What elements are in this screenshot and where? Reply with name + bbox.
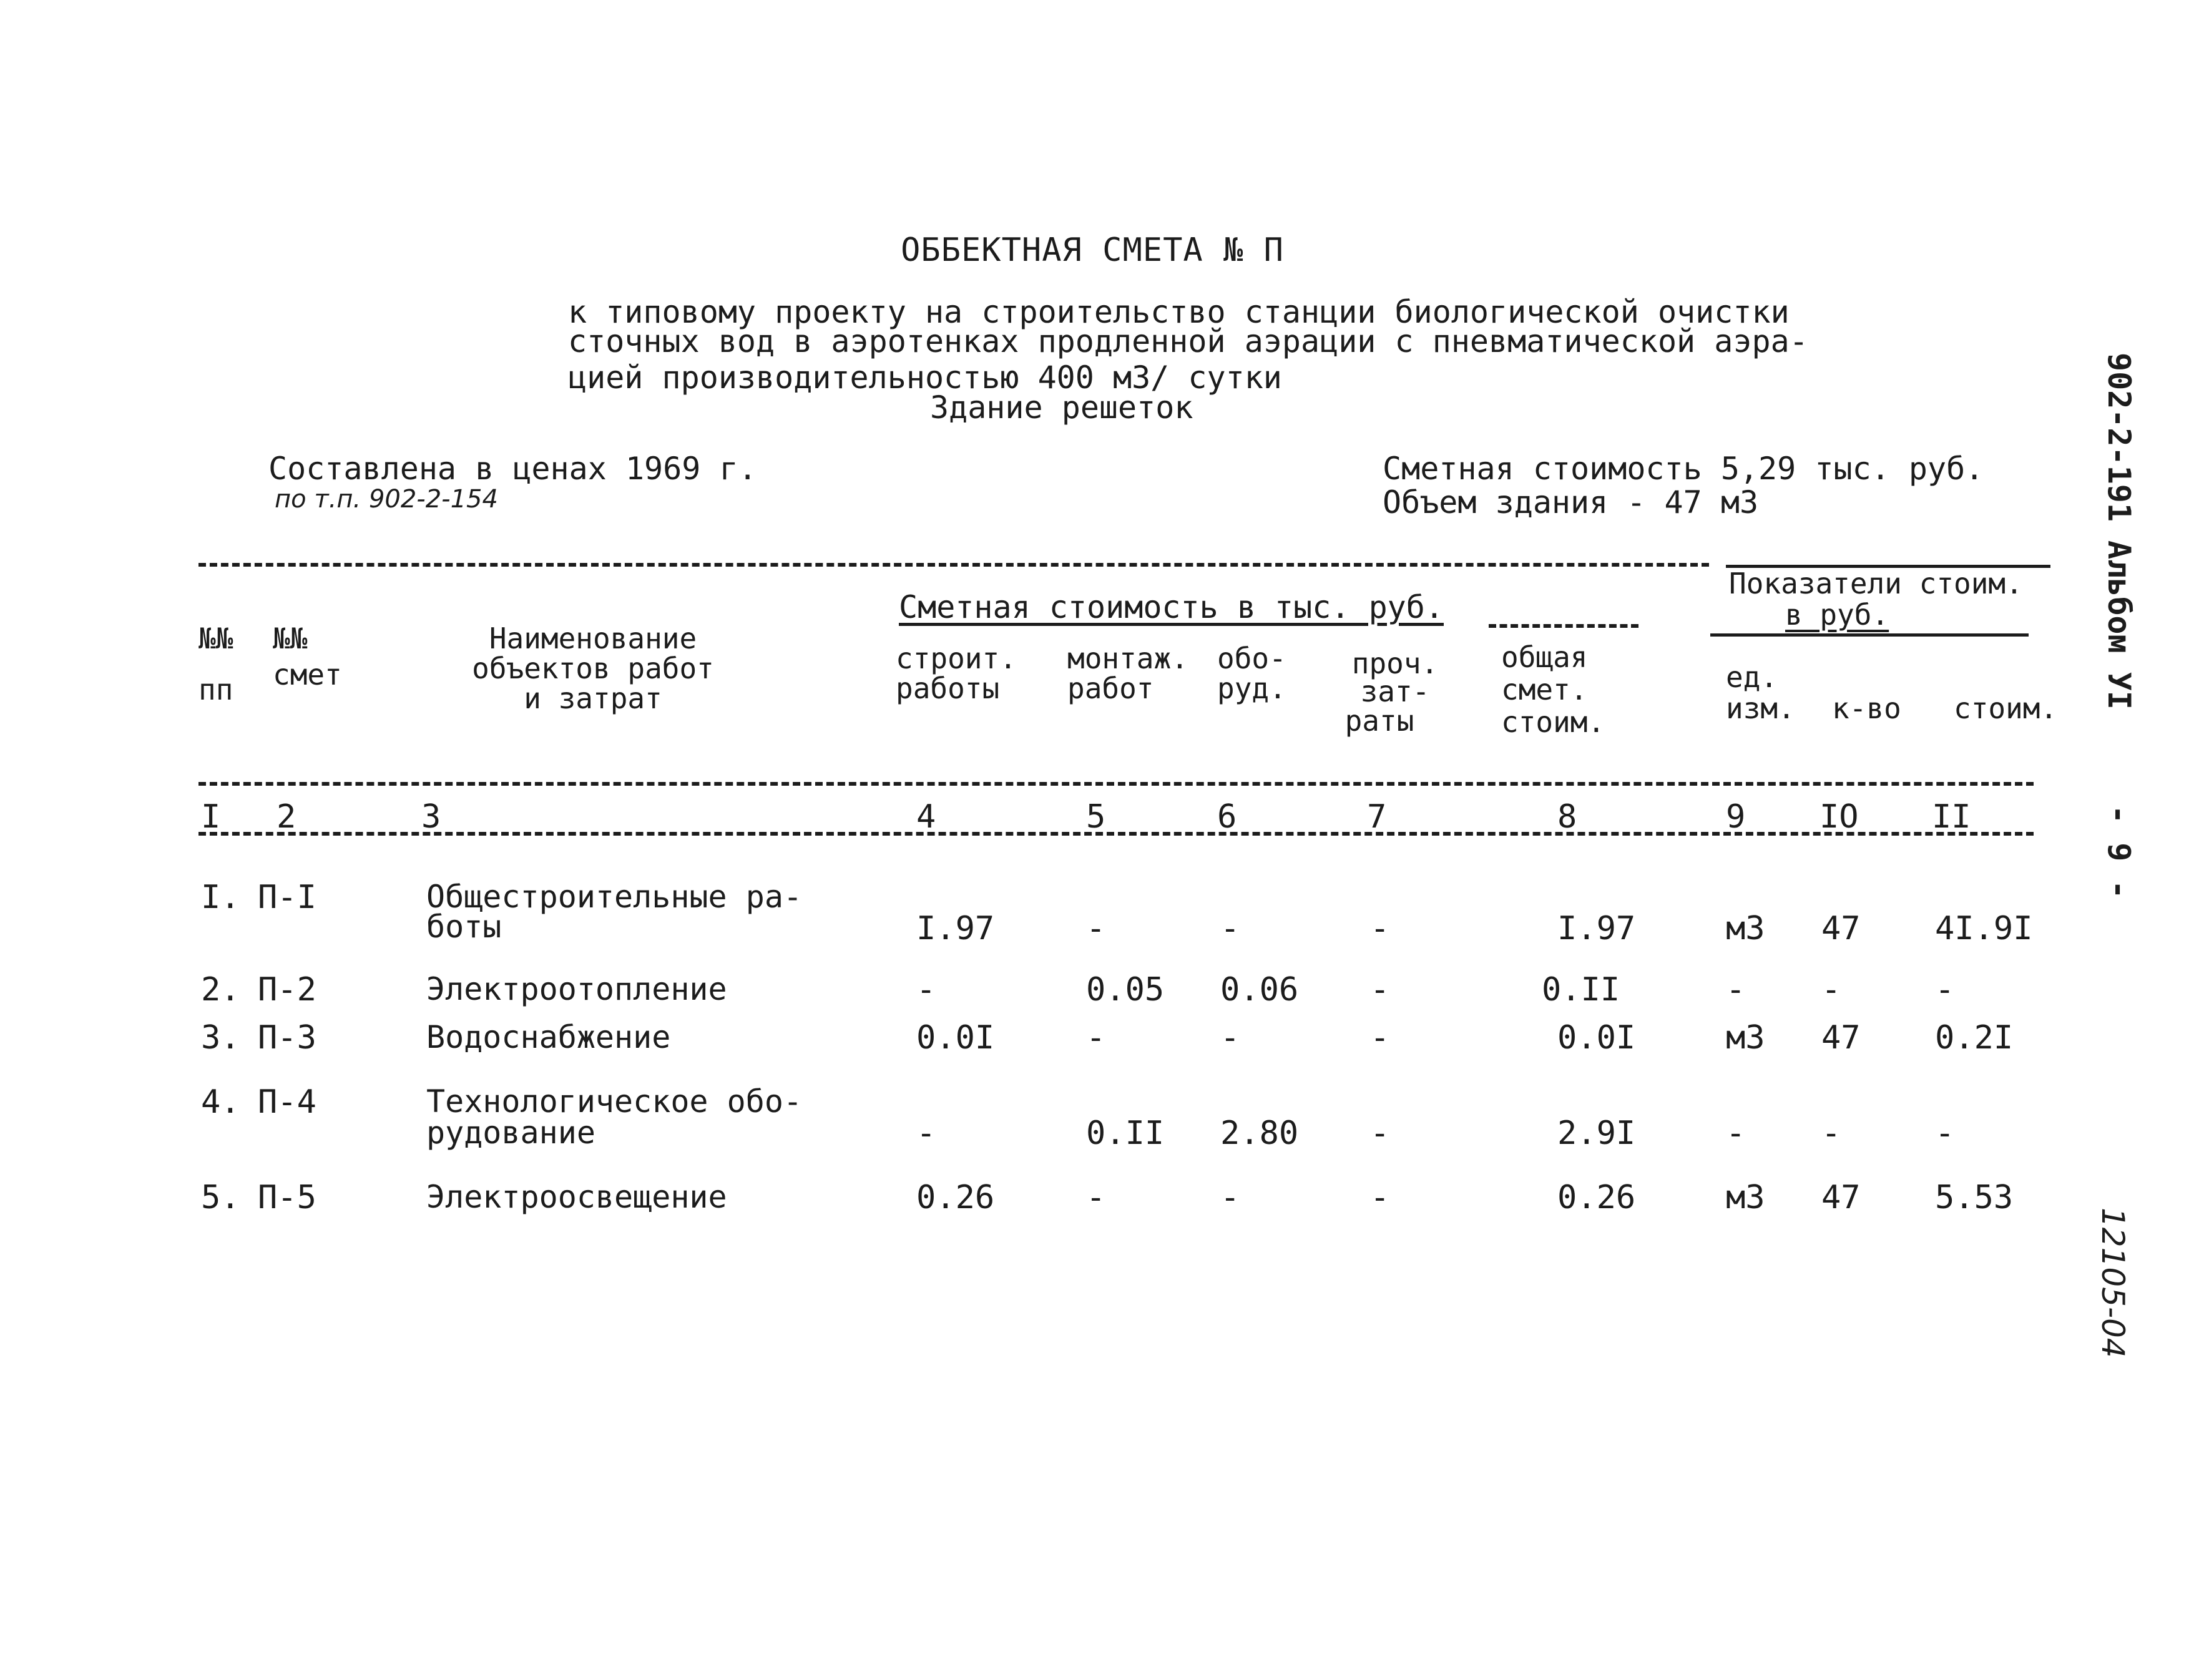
document-title: ОББЕКТНАЯ СМЕТА № П — [901, 232, 1284, 269]
row-other: - — [1370, 1115, 1390, 1152]
row-build: 0.0I — [916, 1019, 995, 1057]
row-unit: м3 — [1726, 1179, 1765, 1216]
colnum-10: IO — [1820, 798, 1859, 836]
row-total: 0.26 — [1557, 1179, 1636, 1216]
header-col7-line3: раты — [1344, 704, 1414, 738]
colnum-8: 8 — [1557, 798, 1577, 836]
row-name-line1: Технологическое обо- — [426, 1083, 803, 1120]
row-number: 2. — [201, 971, 240, 1008]
colnum-9: 9 — [1726, 798, 1746, 836]
header-col5-line1: монтаж. — [1067, 642, 1188, 675]
subtitle-line-1: к типовому проекту на строительство станции биологической очистки — [568, 294, 1790, 330]
header-col9-line1: ед. — [1726, 660, 1778, 694]
row-cost: - — [1935, 971, 1955, 1008]
header-indicators-line2: в руб. — [1785, 598, 1889, 632]
table-top-rule — [198, 563, 1709, 567]
row-smeta: П-2 — [258, 971, 316, 1008]
row-total: 0.0I — [1557, 1019, 1636, 1057]
header-col4-line1: строит. — [896, 642, 1017, 675]
row-qty: - — [1821, 971, 1841, 1008]
row-smeta: П-5 — [258, 1179, 316, 1216]
row-number: 3. — [201, 1019, 240, 1057]
row-mount: - — [1086, 1019, 1106, 1057]
building-name: Здание решеток — [930, 389, 1193, 426]
row-name-line1: Общестроительные ра- — [426, 879, 803, 915]
row-smeta: П-I — [258, 879, 316, 916]
header-bottom-rule — [198, 782, 2034, 786]
row-number: 4. — [201, 1083, 240, 1121]
row-unit: - — [1726, 1115, 1746, 1152]
header-col6-line2: руд. — [1217, 672, 1286, 705]
header-indicators-line1: Показатели стоим. — [1729, 567, 2023, 600]
compiled-basis: по т.п. 902-2-154 — [275, 485, 498, 514]
colnum-1: I — [201, 798, 221, 836]
page-number: - 9 - — [2101, 805, 2137, 899]
row-other: - — [1370, 971, 1390, 1008]
row-smeta: П-4 — [258, 1083, 316, 1121]
column-number-rule — [198, 832, 2034, 836]
row-build: I.97 — [916, 910, 995, 947]
header-col7-line1: проч. — [1351, 647, 1439, 680]
row-name-line1: Электроотопление — [426, 971, 727, 1007]
colnum-3: 3 — [421, 798, 441, 836]
row-equip: - — [1220, 1179, 1240, 1216]
row-other: - — [1370, 910, 1390, 947]
header-col3-line2: объектов работ — [472, 652, 714, 685]
row-equip: 0.06 — [1220, 971, 1299, 1008]
row-mount: - — [1086, 910, 1106, 947]
row-qty: 47 — [1821, 1019, 1861, 1057]
row-smeta: П-3 — [258, 1019, 316, 1057]
row-equip: - — [1220, 1019, 1240, 1057]
row-name-line1: Водоснабжение — [426, 1019, 671, 1055]
row-cost: 5.53 — [1935, 1179, 2014, 1216]
building-volume: Объем здания - 47 м3 — [1383, 484, 1759, 520]
row-qty: - — [1821, 1115, 1841, 1152]
colnum-4: 4 — [916, 798, 936, 836]
header-col2-line2: смет — [273, 658, 342, 691]
header-col9-line2: изм. — [1726, 691, 1795, 725]
header-col6-line1: обо- — [1217, 642, 1286, 675]
colnum-5: 5 — [1086, 798, 1106, 836]
row-qty: 47 — [1821, 910, 1861, 947]
header-cost-group-tail — [1489, 624, 1638, 628]
row-total: 2.9I — [1557, 1115, 1636, 1152]
header-col7-line2: зат- — [1360, 675, 1430, 708]
header-col8-line3: стоим. — [1501, 705, 1605, 739]
colnum-2: 2 — [277, 798, 296, 836]
row-mount: - — [1086, 1179, 1106, 1216]
document-code: 12105-04 — [2095, 1208, 2131, 1358]
row-other: - — [1370, 1179, 1390, 1216]
row-mount: 0.05 — [1086, 971, 1165, 1008]
header-col3-line1: Наименование — [489, 622, 697, 655]
header-col1-line2: пп — [198, 673, 233, 706]
header-col8-line1: общая — [1501, 640, 1588, 674]
row-number: I. — [201, 879, 240, 916]
row-build: - — [916, 971, 936, 1008]
row-total: I.97 — [1557, 910, 1636, 947]
row-unit: - — [1726, 971, 1746, 1008]
colnum-6: 6 — [1217, 798, 1237, 836]
album-reference: 902-2-191 Альбом УI — [2101, 353, 2137, 710]
indicators-bottom-rule — [1710, 633, 2029, 637]
header-col10: к-во — [1832, 691, 1901, 725]
row-total: 0.II — [1542, 971, 1620, 1008]
row-equip: 2.80 — [1220, 1115, 1299, 1152]
subtitle-line-3: цией производительностью 400 м3/ сутки — [568, 359, 1282, 396]
row-mount: 0.II — [1086, 1115, 1165, 1152]
row-cost: 0.2I — [1935, 1019, 2014, 1057]
header-col11: стоим. — [1954, 691, 2058, 725]
row-equip: - — [1220, 910, 1240, 947]
row-cost: 4I.9I — [1935, 910, 2033, 947]
header-col5-line2: работ — [1067, 672, 1154, 705]
compiled-prices: Составлена в ценах 1969 г. — [268, 451, 757, 487]
subtitle-line-2: сточных вод в аэротенках продленной аэрации с пневматической аэра- — [568, 323, 1808, 359]
row-build: 0.26 — [916, 1179, 995, 1216]
row-name-line1: Электроосвещение — [426, 1179, 727, 1215]
header-col3-line3: и затрат — [524, 681, 662, 715]
row-build: - — [916, 1115, 936, 1152]
row-unit: м3 — [1726, 1019, 1765, 1057]
header-col4-line2: работы — [896, 672, 1000, 705]
estimated-cost: Сметная стоимость 5,29 тыс. руб. — [1383, 451, 1984, 487]
row-cost: - — [1935, 1115, 1955, 1152]
row-number: 5. — [201, 1179, 240, 1216]
row-qty: 47 — [1821, 1179, 1861, 1216]
header-col1-line1: №№ — [198, 622, 233, 655]
colnum-11: II — [1932, 798, 1971, 836]
header-cost-group: Сметная стоимость в тыс. руб. — [899, 589, 1444, 625]
header-col8-line2: смет. — [1501, 673, 1588, 706]
row-unit: м3 — [1726, 910, 1765, 947]
row-name-line2: рудование — [426, 1115, 595, 1151]
row-name-line2: боты — [426, 909, 502, 945]
row-other: - — [1370, 1019, 1390, 1057]
header-col2-line1: №№ — [273, 622, 308, 655]
colnum-7: 7 — [1367, 798, 1387, 836]
